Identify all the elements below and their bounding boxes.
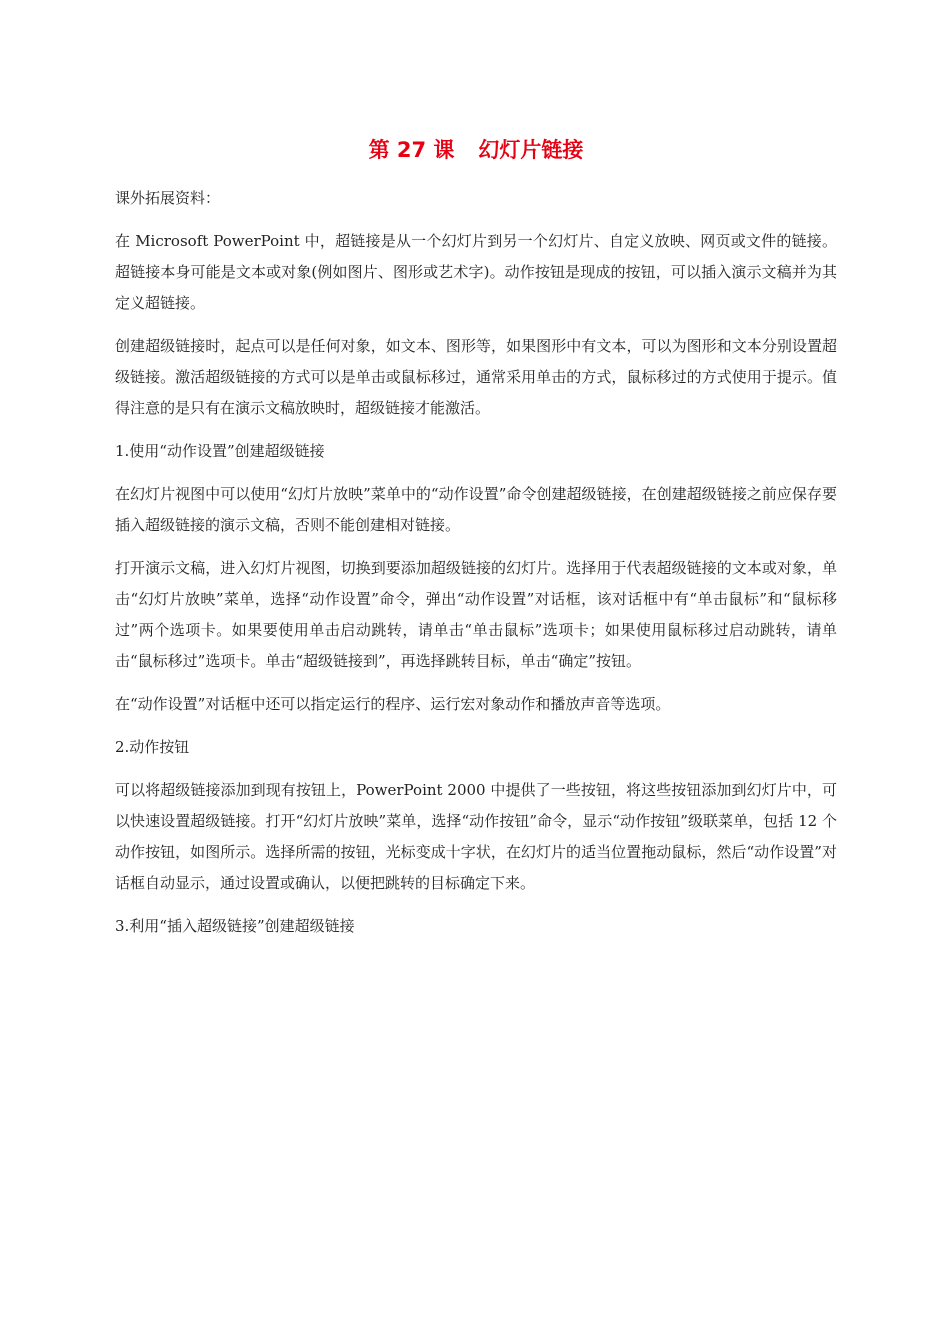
document-body (115, 132, 837, 954)
heading-action-buttons: 2.动作按钮 (115, 738, 190, 756)
paragraph-action-settings-options: 在“动作设置”对话框中还可以指定运行的程序、运行宏对象动作和播放声音等选项。 (115, 695, 671, 713)
paragraph-create-hyperlink: 创建超级链接时，起点可以是任何对象，如文本、图形等，如果图形中有文本，可以为图形和文本分别设置超级链接。激活超级链接的方式可以是单击或鼠标移过，通常采用单击的方式，鼠标移过的方式使用于提示。值得注意的是只有在演示文稿放映时，超级链接才能激活。 (115, 337, 837, 417)
paragraph-hyperlink-intro: 在 Microsoft PowerPoint 中，超链接是从一个幻灯片到另一个幻灯片、自定义放映、网页或文件的链接。超链接本身可能是文本或对象(例如图片、图形或艺术字)。动作按钮是现成的按钮，可以插入演示文稿并为其定义超链接。 (115, 232, 837, 312)
heading-action-settings: 1.使用“动作设置”创建超级链接 (115, 442, 325, 460)
title-lesson-number: 第 27 课 (368, 138, 455, 162)
paragraph-action-buttons: 可以将超级链接添加到现有按钮上，PowerPoint 2000 中提供了一些按钮，将这些按钮添加到幻灯片中，可以快速设置超级链接。打开“幻灯片放映”菜单，选择“动作按钮”命令，显示“动作按钮”级联菜单，包括 12 个动作按钮，如图所示。选择所需的按钮，光标变成十字状，在幻灯片的适当位置拖动鼠标，然后“动作设置”对话框自动显示，通过设置或确认，以便把跳转的目标确定下来。 (115, 781, 837, 892)
paragraph-action-settings-steps: 打开演示文稿，进入幻灯片视图，切换到要添加超级链接的幻灯片。选择用于代表超级链接的文本或对象，单击“幻灯片放映”菜单，选择“动作设置”命令，弹出“动作设置”对话框，该对话框中有“单击鼠标”和“鼠标移过”两个选项卡。如果要使用单击启动跳转，请单击“单击鼠标”选项卡；如果使用鼠标移过启动跳转，请单击“鼠标移过”选项卡。单击“超级链接到”，再选择跳转目标，单击“确定”按钮。 (115, 559, 837, 670)
paragraph-action-settings-intro: 在幻灯片视图中可以使用“幻灯片放映”菜单中的“动作设置”命令创建超级链接，在创建超级链接之前应保存要插入超级链接的演示文稿，否则不能创建相对链接。 (115, 485, 837, 534)
title-lesson-name: 幻灯片链接 (478, 138, 584, 162)
heading-insert-hyperlink: 3.利用“插入超级链接”创建超级链接 (115, 917, 355, 935)
section-label: 课外拓展资料： (115, 189, 221, 207)
page-title (115, 132, 837, 168)
